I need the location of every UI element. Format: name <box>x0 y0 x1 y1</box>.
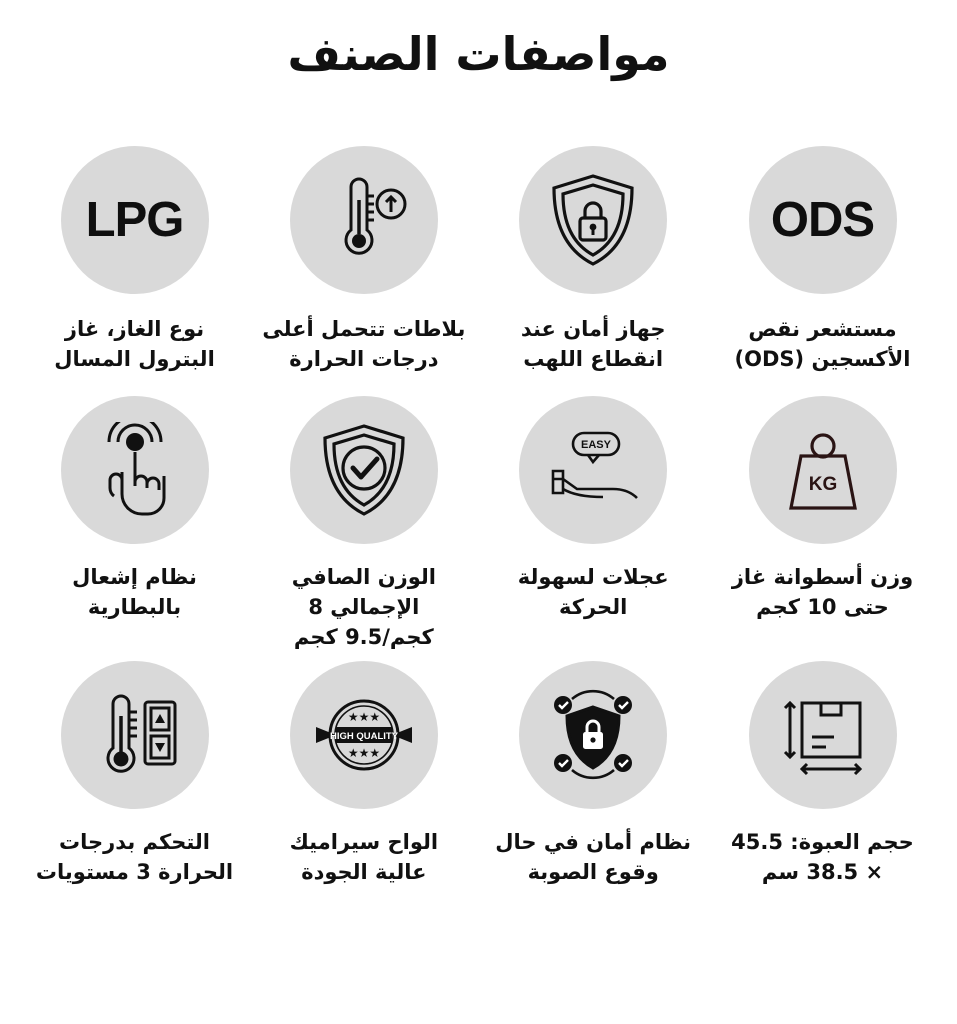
svg-text:KG: KG <box>808 473 837 495</box>
shield-check-icon <box>290 396 438 544</box>
box-dimensions-icon <box>749 661 897 809</box>
feature-caption: بلاطات تتحمل أعلى درجات الحرارة <box>262 316 466 371</box>
ods-text-icon <box>749 146 897 294</box>
feature-caption: نوع الغاز، غاز البترول المسال <box>54 316 215 371</box>
feature-item <box>258 396 470 653</box>
feature-item <box>487 146 699 386</box>
feature-item <box>487 661 699 899</box>
feature-caption: نظام أمان في حال وقوع الصوبة <box>495 829 692 885</box>
page-title: مواصفات الصنف <box>287 27 670 81</box>
features-row <box>29 146 929 386</box>
feature-item <box>258 146 470 386</box>
feature-item <box>258 661 470 899</box>
feature-caption: جهاز أمان عند انقطاع اللهب <box>520 316 666 371</box>
feature-item <box>717 146 929 386</box>
svg-text:★★★: ★★★ <box>347 745 380 760</box>
svg-text:★★★: ★★★ <box>347 709 380 724</box>
easy-hand-icon <box>519 396 667 544</box>
thermometer-up-icon <box>290 146 438 294</box>
features-grid <box>29 146 929 899</box>
feature-caption: التحكم بدرجات الحرارة 3 مستويات <box>35 829 234 885</box>
feature-caption: وزن أسطوانة غاز حتى 10 كجم <box>731 564 914 619</box>
ods-label: ODS <box>770 192 875 247</box>
feature-caption: الوزن الصافي الإجمالي 8 كجم/9.5 كجم <box>291 564 436 650</box>
weight-kg-icon <box>749 396 897 544</box>
features-row <box>29 396 929 653</box>
lpg-text-icon <box>61 146 209 294</box>
shield-lock-check-icon <box>519 661 667 809</box>
feature-item <box>487 396 699 653</box>
feature-caption: حجم العبوة: 45.5 × 38.5 سم <box>731 829 914 885</box>
svg-text:EASY: EASY <box>581 438 612 451</box>
feature-item <box>717 396 929 653</box>
touch-ignition-icon <box>61 396 209 544</box>
feature-caption: الواح سيراميك عالية الجودة <box>289 829 439 885</box>
feature-item <box>717 661 929 899</box>
high-quality-label: HIGH QUALITY <box>329 730 398 742</box>
lpg-label: LPG <box>85 192 184 247</box>
feature-item <box>29 396 241 653</box>
feature-item <box>29 661 241 899</box>
feature-caption: نظام إشعال بالبطارية <box>72 564 197 619</box>
features-row <box>29 661 929 899</box>
thermostat-levels-icon <box>61 661 209 809</box>
feature-caption: مستشعر نقص الأكسجين (ODS) <box>734 316 911 371</box>
shield-lock-icon <box>519 146 667 294</box>
high-quality-badge-icon <box>290 661 438 809</box>
feature-item <box>29 146 241 386</box>
feature-caption: عجلات لسهولة الحركة <box>517 564 669 619</box>
